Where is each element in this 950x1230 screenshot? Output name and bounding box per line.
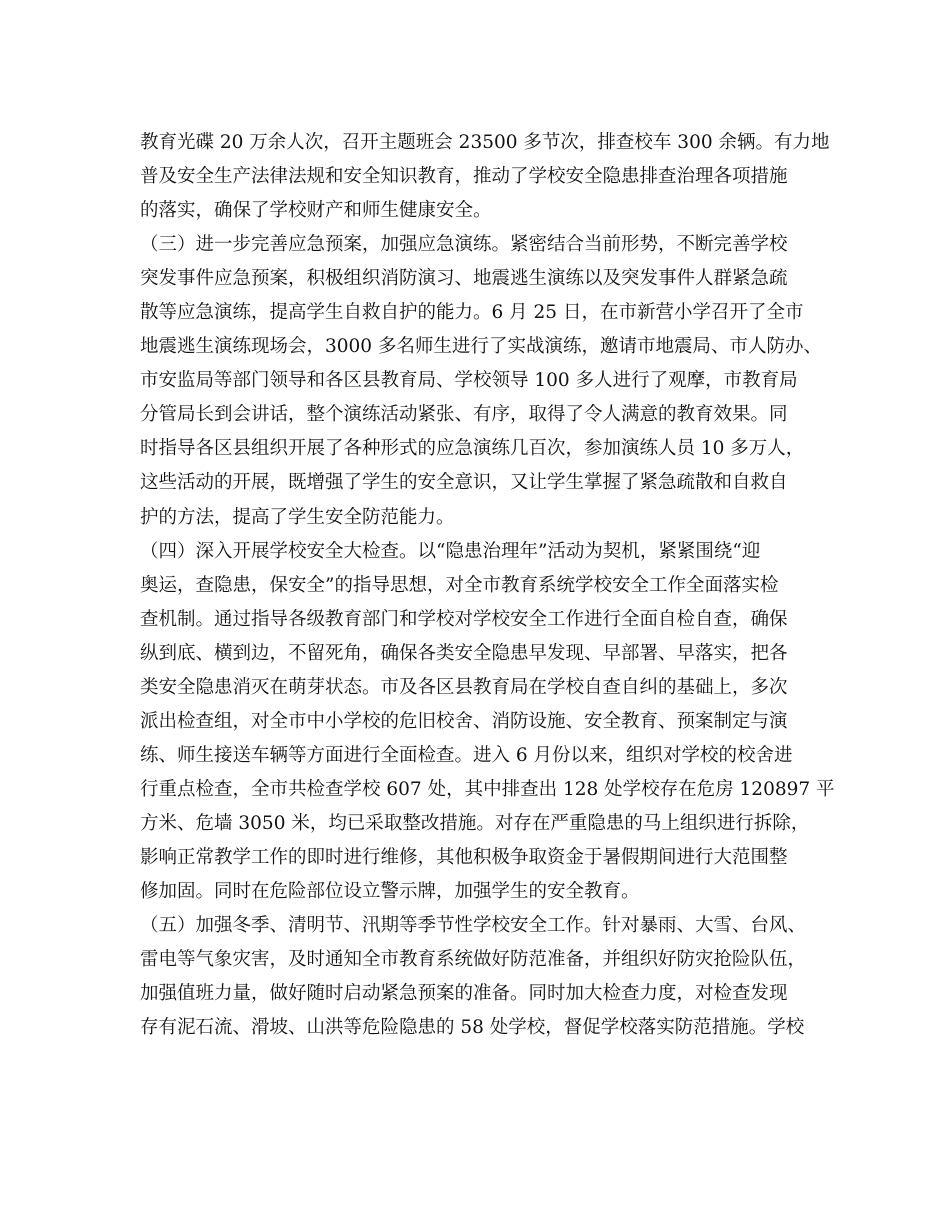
text-line: 时指导各区县组织开展了各种形式的应急演练几百次，参加演练人员 10 多万人， (140, 438, 805, 460)
text-line: 影响正常教学工作的即时进行维修，其他积极争取资金于暑假期间进行大范围整 (140, 846, 788, 868)
text-line: 突发事件应急预案，积极组织消防演习、地震逃生演练以及突发事件人群紧急疏 (140, 268, 788, 290)
text-line: 的落实，确保了学校财产和师生健康安全。 (140, 200, 492, 222)
text-line: 散等应急演练，提高学生自救自护的能力。6 月 25 日，在市新营小学召开了全市 (140, 302, 804, 324)
body-text (140, 126, 835, 1045)
section-heading-4: （四）深入开展学校安全大检查。以“隐患治理年”活动为契机，紧紧围绕“迎 (140, 540, 761, 562)
text-line: 纵到底、横到边，不留死角，确保各类安全隐患早发现、早部署、早落实，把各 (140, 642, 788, 664)
text-line: 地震逃生演练现场会，3000 多名师生进行了实战演练，邀请市地震局、市人防办、 (140, 336, 822, 358)
text-line: 加强值班力量，做好随时启动紧急预案的准备。同时加大检查力度，对检查发现 (140, 983, 788, 1005)
section-heading-5: （五）加强冬季、清明节、汛期等季节性学校安全工作。针对暴雨、大雪、台风、 (140, 915, 807, 937)
text-line: 教育光碟 20 万余人次，召开主题班会 23500 多节次，排查校车 300 余辆。有力地 (140, 132, 830, 153)
text-line: 练、师生接送车辆等方面进行全面检查。进入 6 月份以来，组织对学校的校舍进 (140, 744, 793, 766)
text-line: 普及安全生产法律法规和安全知识教育，推动了学校安全隐患排查治理各项措施 (140, 166, 788, 188)
text-line: 护的方法，提高了学生安全防范能力。 (140, 506, 455, 528)
text-line: 奥运，查隐患，保安全”的指导思想，对全市教育系统学校安全工作全面落实检 (140, 574, 779, 596)
section-heading-3: （三）进一步完善应急预案，加强应急演练。紧密结合当前形势，不断完善学校 (140, 234, 788, 256)
text-line: 存有泥石流、滑坡、山洪等危险隐患的 58 处学校，督促学校落实防范措施。学校 (140, 1017, 805, 1039)
text-line: 查机制。通过指导各级教育部门和学校对学校安全工作进行全面自检自查，确保 (140, 608, 788, 630)
text-line: 市安监局等部门领导和各区县教育局、学校领导 100 多人进行了观摩，市教育局 (140, 370, 798, 392)
text-line: 分管局长到会讲话，整个演练活动紧张、有序，取得了令人满意的教育效果。同 (140, 404, 788, 426)
text-line: 派出检查组，对全市中小学校的危旧校舍、消防设施、安全教育、预案制定与演 (140, 710, 788, 732)
text-line: 这些活动的开展，既增强了学生的安全意识，又让学生掌握了紧急疏散和自救自 (140, 472, 788, 494)
text-line: 行重点检查，全市共检查学校 607 处，其中排查出 128 处学校存在危房 120897 平 (140, 778, 835, 800)
text-line: 类安全隐患消灭在萌芽状态。市及各区县教育局在学校自查自纠的基础上，多次 (140, 676, 788, 698)
text-line: 方米、危墙 3050 米，均已采取整改措施。对存在严重隐患的马上组织进行拆除， (140, 812, 810, 834)
text-line: 雷电等气象灾害，及时通知全市教育系统做好防范准备，并组织好防灾抢险队伍， (140, 949, 807, 971)
text-line: 修加固。同时在危险部位设立警示牌，加强学生的安全教育。 (140, 881, 640, 903)
